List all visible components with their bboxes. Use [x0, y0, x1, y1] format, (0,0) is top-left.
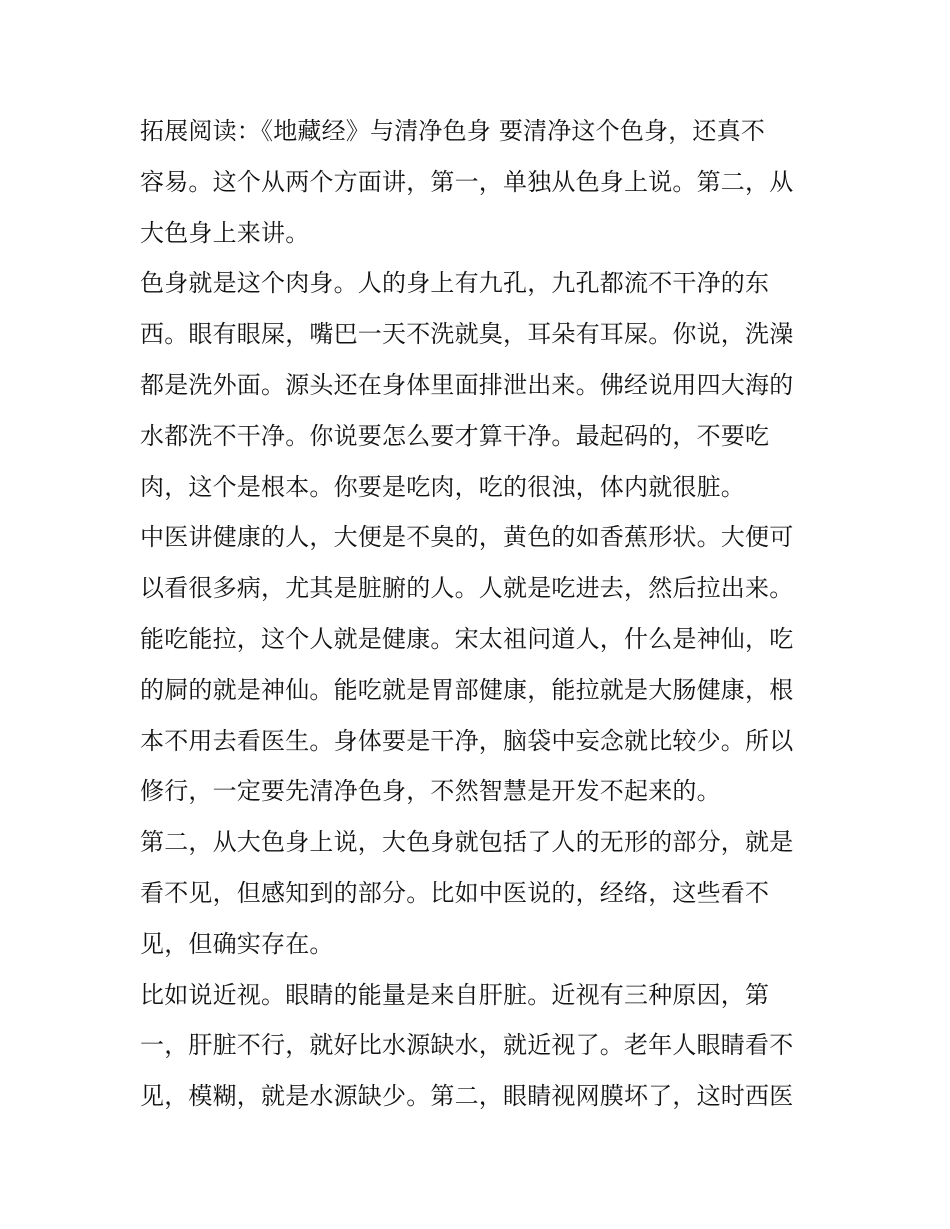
text-line: 中医讲健康的人，大便是不臭的，黄色的如香蕉形状。大便可 — [140, 523, 794, 552]
text-line: 水都洗不干净。你说要怎么要才算干净。最起码的，不要吃 — [140, 421, 770, 450]
text-line: 修行，一定要先清净色身，不然智慧是开发不起来的。 — [140, 777, 721, 806]
text-line: 第二，从大色身上说，大色身就包括了人的无形的部分，就是 — [140, 828, 794, 857]
text-line: 见，模糊，就是水源缺少。第二，眼睛视网膜坏了，这时西医 — [140, 1082, 794, 1111]
text-line: 都是洗外面。源头还在身体里面排泄出来。佛经说用四大海的 — [140, 370, 794, 399]
text-line: 容易。这个从两个方面讲，第一，单独从色身上说。第二，从 — [140, 167, 794, 196]
text-line: 肉，这个是根本。你要是吃肉，吃的很浊，体内就很脏。 — [140, 472, 745, 501]
text-line: 拓展阅读：《地藏经》与清净色身 要清净这个色身，还真不 — [140, 117, 766, 145]
text-line: 本不用去看医生。身体要是干净，脑袋中妄念就比较少。所以 — [140, 726, 794, 755]
text-line: 比如说近视。眼睛的能量是来自肝脏。近视有三种原因，第 — [140, 980, 770, 1009]
text-line: 以看很多病，尤其是脏腑的人。人就是吃进去，然后拉出来。 — [140, 574, 794, 603]
document-body — [140, 106, 820, 1122]
text-line: 见，但确实存在。 — [140, 929, 334, 958]
text-line: 看不见，但感知到的部分。比如中医说的，经络，这些看不 — [140, 878, 770, 907]
text-line: 西。眼有眼屎，嘴巴一天不洗就臭，耳朵有耳屎。你说，洗澡 — [140, 320, 794, 349]
text-line: 大色身上来讲。 — [140, 218, 310, 247]
text-line: 色身就是这个肉身。人的身上有九孔，九孔都流不干净的东 — [140, 269, 770, 298]
text-line: 一，肝脏不行，就好比水源缺水，就近视了。老年人眼睛看不 — [140, 1031, 794, 1060]
text-line: 能吃能拉，这个人就是健康。宋太祖问道人，什么是神仙，吃 — [140, 624, 794, 653]
text-line: 的屙的就是神仙。能吃就是胃部健康，能拉就是大肠健康，根 — [140, 675, 794, 704]
